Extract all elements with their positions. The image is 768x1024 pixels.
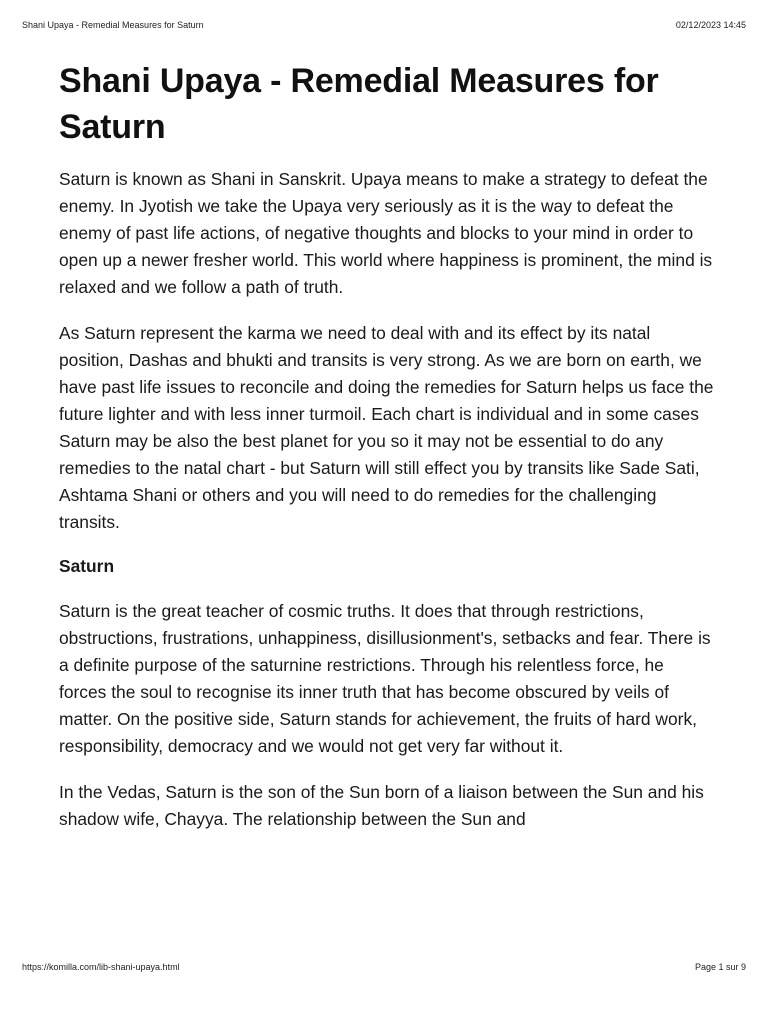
print-footer-page: Page 1 sur 9 — [694, 962, 746, 972]
print-footer-url[interactable]: https://komilla.com/lib-shani-upaya.html — [22, 962, 180, 972]
intro-paragraph-2: As Saturn represent the karma we need to deal with and its effect by its natal position, Dashas and bhukti and transits is very strong. As we are born on earth, we have past life issues to reconcile and doing the remedies for Saturn helps us face the future lighter and with less inner turmoil. Each chart is individual and in some cases Saturn may be also the best planet for you so it may not be essential to do any remedies to the natal chart - but Saturn will still effect you by transits like Sade Sati, Ashtama Shani or others and you will need to do remedies for the challenging transits. — [59, 323, 714, 532]
article-title: Shani Upaya - Remedial Measures for Saturn — [59, 62, 659, 146]
section-heading-saturn: Saturn — [59, 556, 115, 576]
print-header — [22, 20, 746, 30]
intro-paragraph-1: Saturn is known as Shani in Sanskrit. Upaya means to make a strategy to defeat the enemy. In Jyotish we take the Upaya very seriously as it is the way to defeat the enemy of past life actions, of negative thoughts and blocks to your mind in order to open up a newer fresher world. This world where happiness is prominent, the mind is relaxed and we follow a path of truth. — [59, 169, 713, 297]
print-header-title: Shani Upaya - Remedial Measures for Saturn — [22, 20, 204, 30]
print-footer — [22, 962, 746, 972]
saturn-paragraph-2: In the Vedas, Saturn is the son of the Sun born of a liaison between the Sun and his shadow wife, Chayya. The relationship between the Sun and — [59, 782, 704, 829]
saturn-paragraph-1: Saturn is the great teacher of cosmic truths. It does that through restrictions, obstructions, frustrations, unhappiness, disillusionment's, setbacks and fear. There is a definite purpose of the saturnine restrictions. Through his relentless force, he forces the soul to recognise its inner truth that has become obscured by veils of matter. On the positive side, Saturn stands for achievement, the fruits of hard work, responsibility, democracy and we would not get very far without it. — [59, 601, 711, 756]
print-header-datetime: 02/12/2023 14:45 — [675, 20, 746, 30]
article-content — [59, 58, 714, 833]
